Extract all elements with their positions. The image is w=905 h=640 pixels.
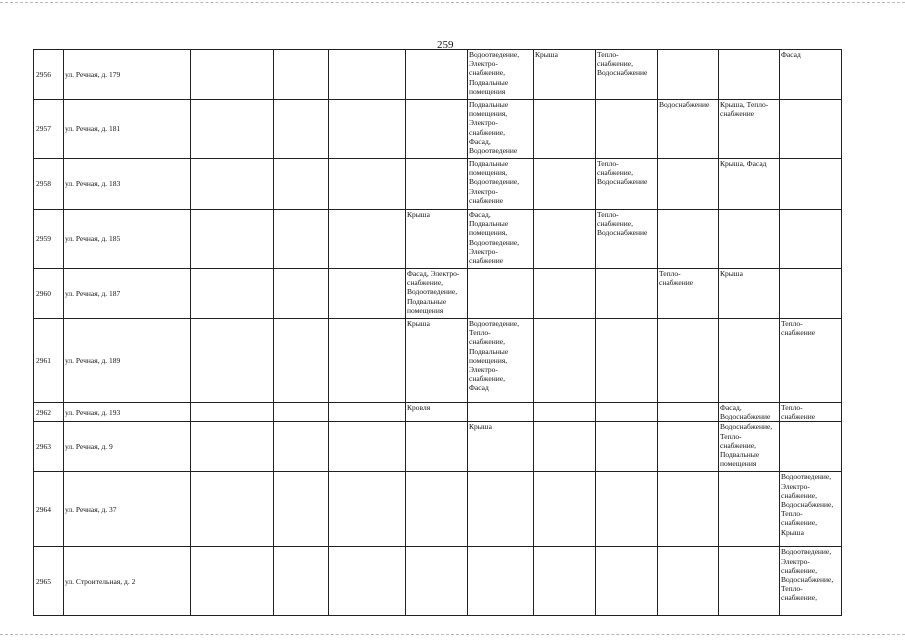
empty-cell [329,547,406,616]
work-type-cell: Крыша, Фасад [719,159,780,210]
empty-cell [274,422,329,472]
work-type-cell [719,319,780,403]
address-cell: ул. Речная, д. 189 [64,319,191,403]
work-type-cell [596,472,658,547]
row-number-cell: 2961 [34,319,64,403]
empty-cell [274,403,329,422]
work-type-cell: Кровля [406,403,468,422]
work-type-cell: Крыша, Тепло- снабжение [719,100,780,159]
empty-cell [274,210,329,269]
empty-cell [191,422,274,472]
work-type-cell [406,472,468,547]
work-type-cell [658,403,719,422]
repair-schedule-table [33,49,842,616]
empty-cell [274,472,329,547]
work-type-cell: Крыша [468,422,534,472]
work-type-cell: Крыша [406,210,468,269]
address-cell: ул. Речная, д. 185 [64,210,191,269]
table-row [34,269,842,319]
address-cell: ул. Речная, д. 193 [64,403,191,422]
empty-cell [191,472,274,547]
work-type-cell: Водоотведение, Электро- снабжение, Водоснабжение, Тепло- снабжение, [780,547,842,616]
page-number: 259 [437,39,454,51]
address-cell: ул. Строительная, д. 2 [64,547,191,616]
row-number-cell: 2962 [34,403,64,422]
empty-cell [191,159,274,210]
empty-cell [274,159,329,210]
work-type-cell [780,210,842,269]
work-type-cell [596,100,658,159]
work-type-cell [658,319,719,403]
empty-cell [274,547,329,616]
work-type-cell: Тепло- снабжение, Водоснабжение [596,210,658,269]
work-type-cell [780,269,842,319]
work-type-cell [468,403,534,422]
work-type-cell [658,472,719,547]
work-type-cell [406,50,468,100]
work-type-cell [658,50,719,100]
empty-cell [329,210,406,269]
scan-edge-bottom [0,634,905,635]
empty-cell [191,269,274,319]
row-number-cell: 2964 [34,472,64,547]
work-type-cell [534,472,596,547]
row-number-cell: 2963 [34,422,64,472]
row-number-cell: 2965 [34,547,64,616]
empty-cell [274,100,329,159]
work-type-cell: Тепло- снабжение, Водоснабжение [596,50,658,100]
work-type-cell [658,422,719,472]
work-type-cell: Фасад, Подвальные помещения, Водоотведение, Электро- снабжение [468,210,534,269]
work-type-cell [534,319,596,403]
table-row [34,159,842,210]
work-type-cell: Водоснабжение, Тепло- снабжение, Подвальные помещения [719,422,780,472]
work-type-cell: Крыша [719,269,780,319]
work-type-cell: Тепло- снабжение [658,269,719,319]
work-type-cell [596,269,658,319]
work-type-cell [468,269,534,319]
address-cell: ул. Речная, д. 37 [64,472,191,547]
empty-cell [329,159,406,210]
work-type-cell [406,159,468,210]
work-type-cell [596,319,658,403]
work-type-cell: Крыша [534,50,596,100]
table-row [34,100,842,159]
work-type-cell: Фасад, Водоснабжение [719,403,780,422]
empty-cell [191,50,274,100]
work-type-cell [719,50,780,100]
empty-cell [191,403,274,422]
row-number-cell: 2959 [34,210,64,269]
work-type-cell [596,403,658,422]
address-cell: ул. Речная, д. 183 [64,159,191,210]
work-type-cell: Крыша [406,319,468,403]
work-type-cell [658,547,719,616]
work-type-cell: Водоотведение, Тепло- снабжение, Подвальные помещения, Электро- снабжение, Фасад [468,319,534,403]
work-type-cell [534,269,596,319]
work-type-cell [468,547,534,616]
table-row [34,319,842,403]
empty-cell [329,269,406,319]
address-cell: ул. Речная, д. 187 [64,269,191,319]
work-type-cell [719,472,780,547]
empty-cell [274,50,329,100]
table-body [34,50,842,616]
work-type-cell [658,159,719,210]
work-type-cell [534,159,596,210]
empty-cell [329,319,406,403]
empty-cell [191,547,274,616]
work-type-cell [780,422,842,472]
work-type-cell: Фасад [780,50,842,100]
table-row [34,472,842,547]
row-number-cell: 2956 [34,50,64,100]
work-type-cell: Подвальные помещения, Водоотведение, Электро- снабжение [468,159,534,210]
work-type-cell [534,100,596,159]
table-row [34,210,842,269]
work-type-cell [534,403,596,422]
work-type-cell: Тепло- снабжение, Водоснабжение [596,159,658,210]
address-cell: ул. Речная, д. 9 [64,422,191,472]
table-row [34,403,842,422]
table-row [34,547,842,616]
work-type-cell [534,210,596,269]
work-type-cell: Водоотведение, Электро- снабжение, Водоснабжение, Тепло- снабжение, Крыша [780,472,842,547]
empty-cell [274,319,329,403]
empty-cell [191,100,274,159]
work-type-cell [596,422,658,472]
work-type-cell: Фасад, Электро- снабжение, Водоотведение, Подвальные помещения [406,269,468,319]
work-type-cell [534,547,596,616]
work-type-cell: Тепло- снабжение [780,403,842,422]
empty-cell [191,319,274,403]
empty-cell [191,210,274,269]
work-type-cell [780,159,842,210]
empty-cell [329,472,406,547]
table-row [34,50,842,100]
row-number-cell: 2957 [34,100,64,159]
work-type-cell [719,210,780,269]
table-row [34,422,842,472]
row-number-cell: 2960 [34,269,64,319]
work-type-cell [406,547,468,616]
address-cell: ул. Речная, д. 181 [64,100,191,159]
row-number-cell: 2958 [34,159,64,210]
work-type-cell [719,547,780,616]
address-cell: ул. Речная, д. 179 [64,50,191,100]
work-type-cell [406,100,468,159]
work-type-cell: Тепло- снабжение [780,319,842,403]
empty-cell [329,403,406,422]
work-type-cell: Водоотведение, Электро- снабжение, Подвальные помещения [468,50,534,100]
work-type-cell [534,422,596,472]
empty-cell [274,269,329,319]
work-type-cell: Подвальные помещения, Электро- снабжение, Фасад, Водоотведение [468,100,534,159]
work-type-cell: Водоснабжение [658,100,719,159]
empty-cell [329,50,406,100]
work-type-cell [596,547,658,616]
scan-edge-top [0,2,905,3]
empty-cell [329,422,406,472]
work-type-cell [780,100,842,159]
work-type-cell [468,472,534,547]
work-type-cell [658,210,719,269]
work-type-cell [406,422,468,472]
empty-cell [329,100,406,159]
